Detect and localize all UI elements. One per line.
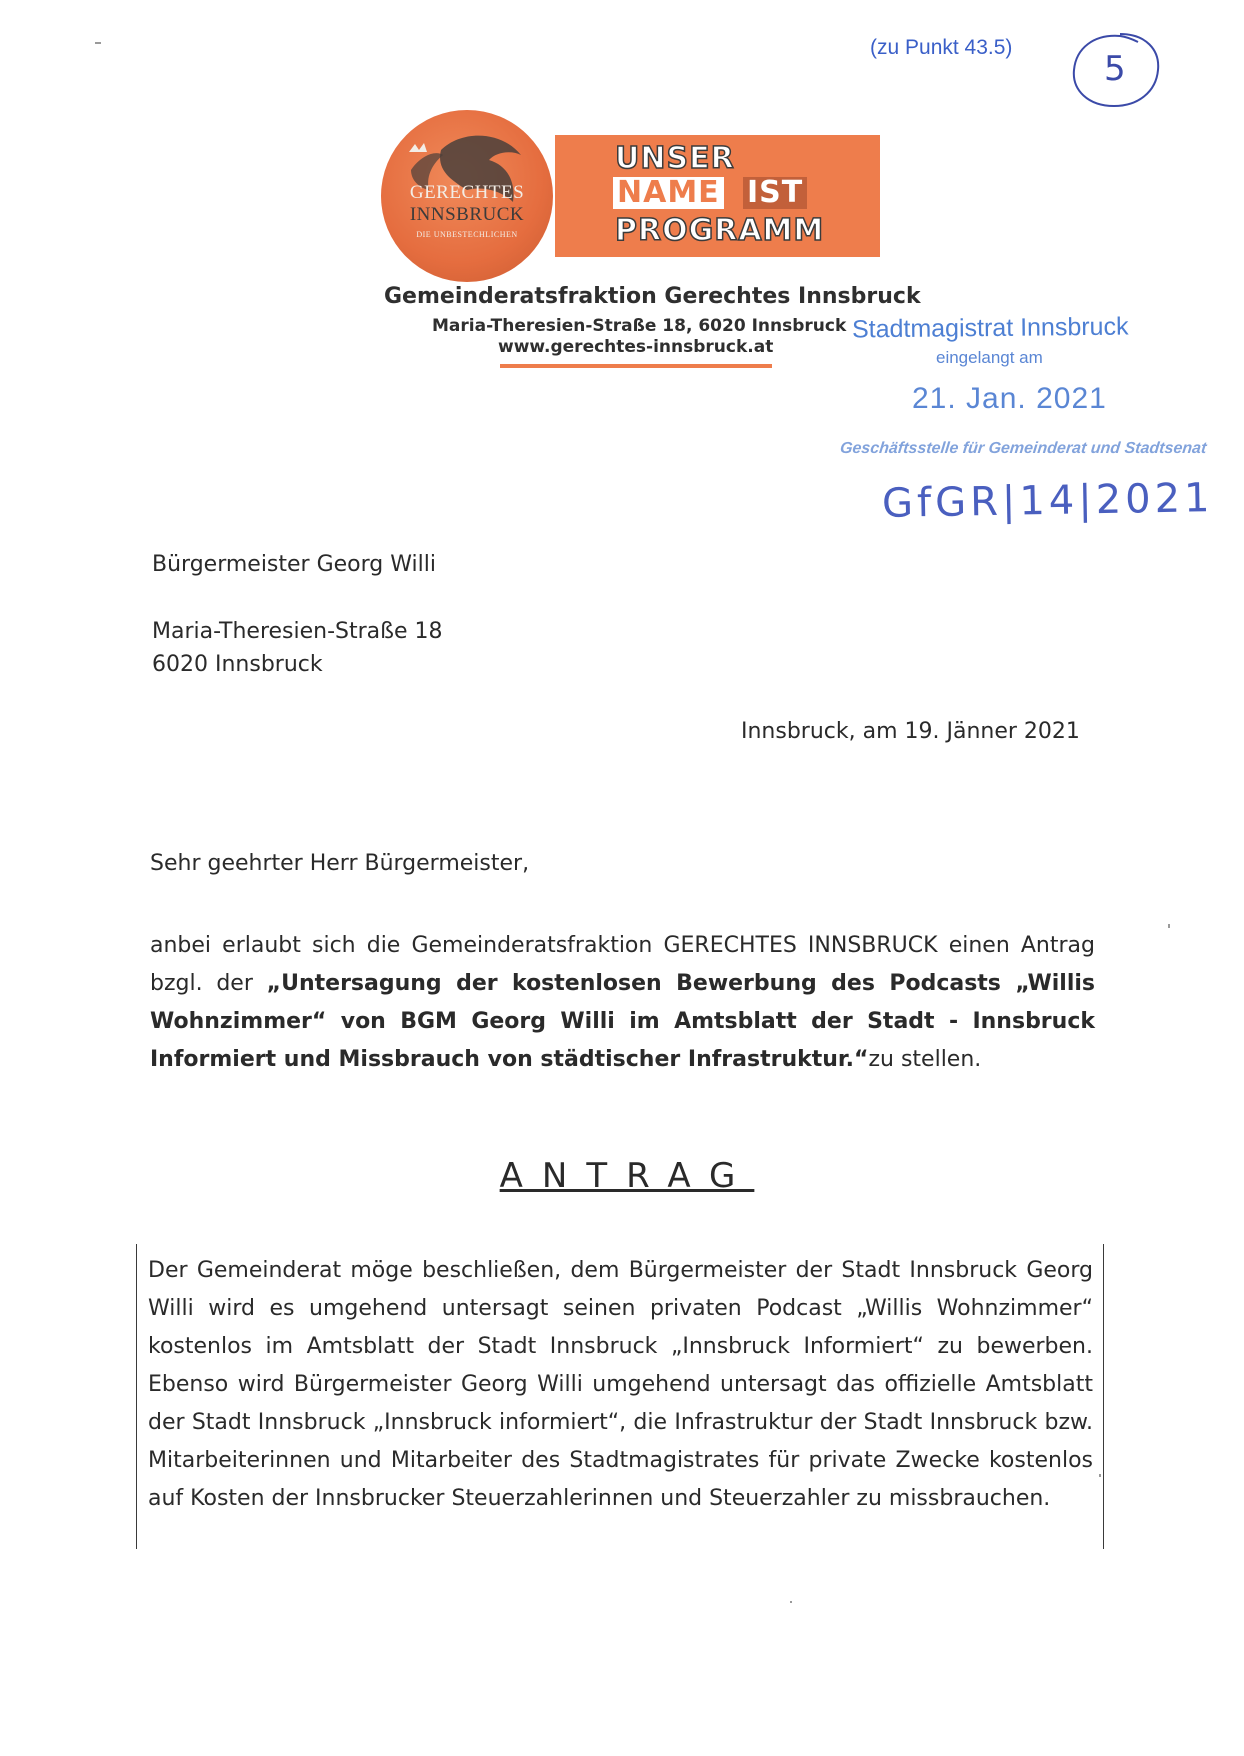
circled-number-text: 5	[1104, 49, 1126, 89]
recipient-street: Maria-Theresien-Straße 18	[152, 619, 443, 644]
handwritten-reference: GfGR|14|2021	[881, 475, 1214, 527]
recipient-name: Bürgermeister Georg Willi	[152, 552, 436, 577]
stamp-department: Geschäftsstelle für Gemeinderat und Stadtsenat	[839, 440, 1208, 457]
motion-subject: „Untersagung der kostenlosen Bewerbung des Podcasts „Willis Wohnzimmer“ von BGM Georg Willi im Amtsblatt der Stadt - Innsbruck Informiert und Missbrauch von städtischer Infrastruktur.“	[150, 971, 1095, 1072]
party-address: Maria-Theresien-Straße 18, 6020 Innsbruck	[432, 316, 847, 336]
header-divider	[500, 364, 772, 368]
intro-closing: zu stellen.	[868, 1047, 982, 1072]
banner-text-programm: PROGRAMM	[615, 213, 825, 248]
salutation: Sehr geehrter Herr Bürgermeister,	[150, 851, 530, 876]
banner-text-name: NAME	[613, 177, 724, 209]
logo-circle-text-middle: INNSBRUCK	[409, 204, 525, 225]
circled-page-number	[1068, 28, 1162, 110]
party-name: Gemeinderatsfraktion Gerechtes Innsbruck	[384, 284, 921, 309]
slogan-banner-logo	[555, 135, 880, 257]
recipient-city: 6020 Innsbruck	[152, 652, 323, 677]
letter-date: Innsbruck, am 19. Jänner 2021	[741, 719, 1080, 744]
party-circle-logo	[381, 110, 553, 282]
banner-text-ist: IST	[743, 177, 807, 209]
logo-circle-text-top: GERECHTES	[409, 182, 525, 203]
motion-heading: ANTRAG	[499, 1156, 755, 1196]
stamp-received-label: eingelangt am	[936, 348, 1043, 367]
reference-note: (zu Punkt 43.5)	[870, 36, 1013, 59]
scan-speck	[95, 42, 101, 44]
scan-speck	[790, 1601, 792, 1603]
scan-speck	[1099, 1474, 1101, 1477]
intro-text: anbei erlaubt sich die Gemeinderatsfraktion GERECHTES INNSBRUCK einen Antrag bzgl. der	[150, 933, 1095, 996]
scan-speck	[1168, 924, 1170, 928]
logo-circle-text-bottom: DIE UNBESTECHLICHEN	[416, 230, 518, 239]
banner-text-unser: UNSER	[615, 141, 735, 176]
motion-text: Der Gemeinderat möge beschließen, dem Bürgermeister der Stadt Innsbruck Georg Willi wird es umgehend untersagt seinen privaten Podcast „Willis Wohnzimmer“ kostenlos im Amtsblatt der Stadt Innsbruck „Innsbruck Informiert“ zu bewerben. Ebenso wird Bürgermeister Georg Willi umgehend untersagt das offizielle Amtsblatt der Stadt Innsbruck „Innsbruck informiert“, die Infrastruktur der Stadt Innsbruck bzw. Mitarbeiterinnen und Mitarbeiter des Stadtmagistrates für private Zwecke kostenlos auf Kosten der Innsbrucker Steuerzahlerinnen und Steuerzahler zu missbrauchen.	[148, 1258, 1093, 1511]
party-website-link[interactable]: www.gerechtes-innsbruck.at	[498, 337, 774, 357]
intro-paragraph	[150, 927, 1095, 1079]
hand-drawn-circle-icon	[1068, 28, 1162, 110]
stamp-date: 21. Jan. 2021	[912, 382, 1107, 415]
stamp-office: Stadtmagistrat Innsbruck	[851, 312, 1129, 344]
